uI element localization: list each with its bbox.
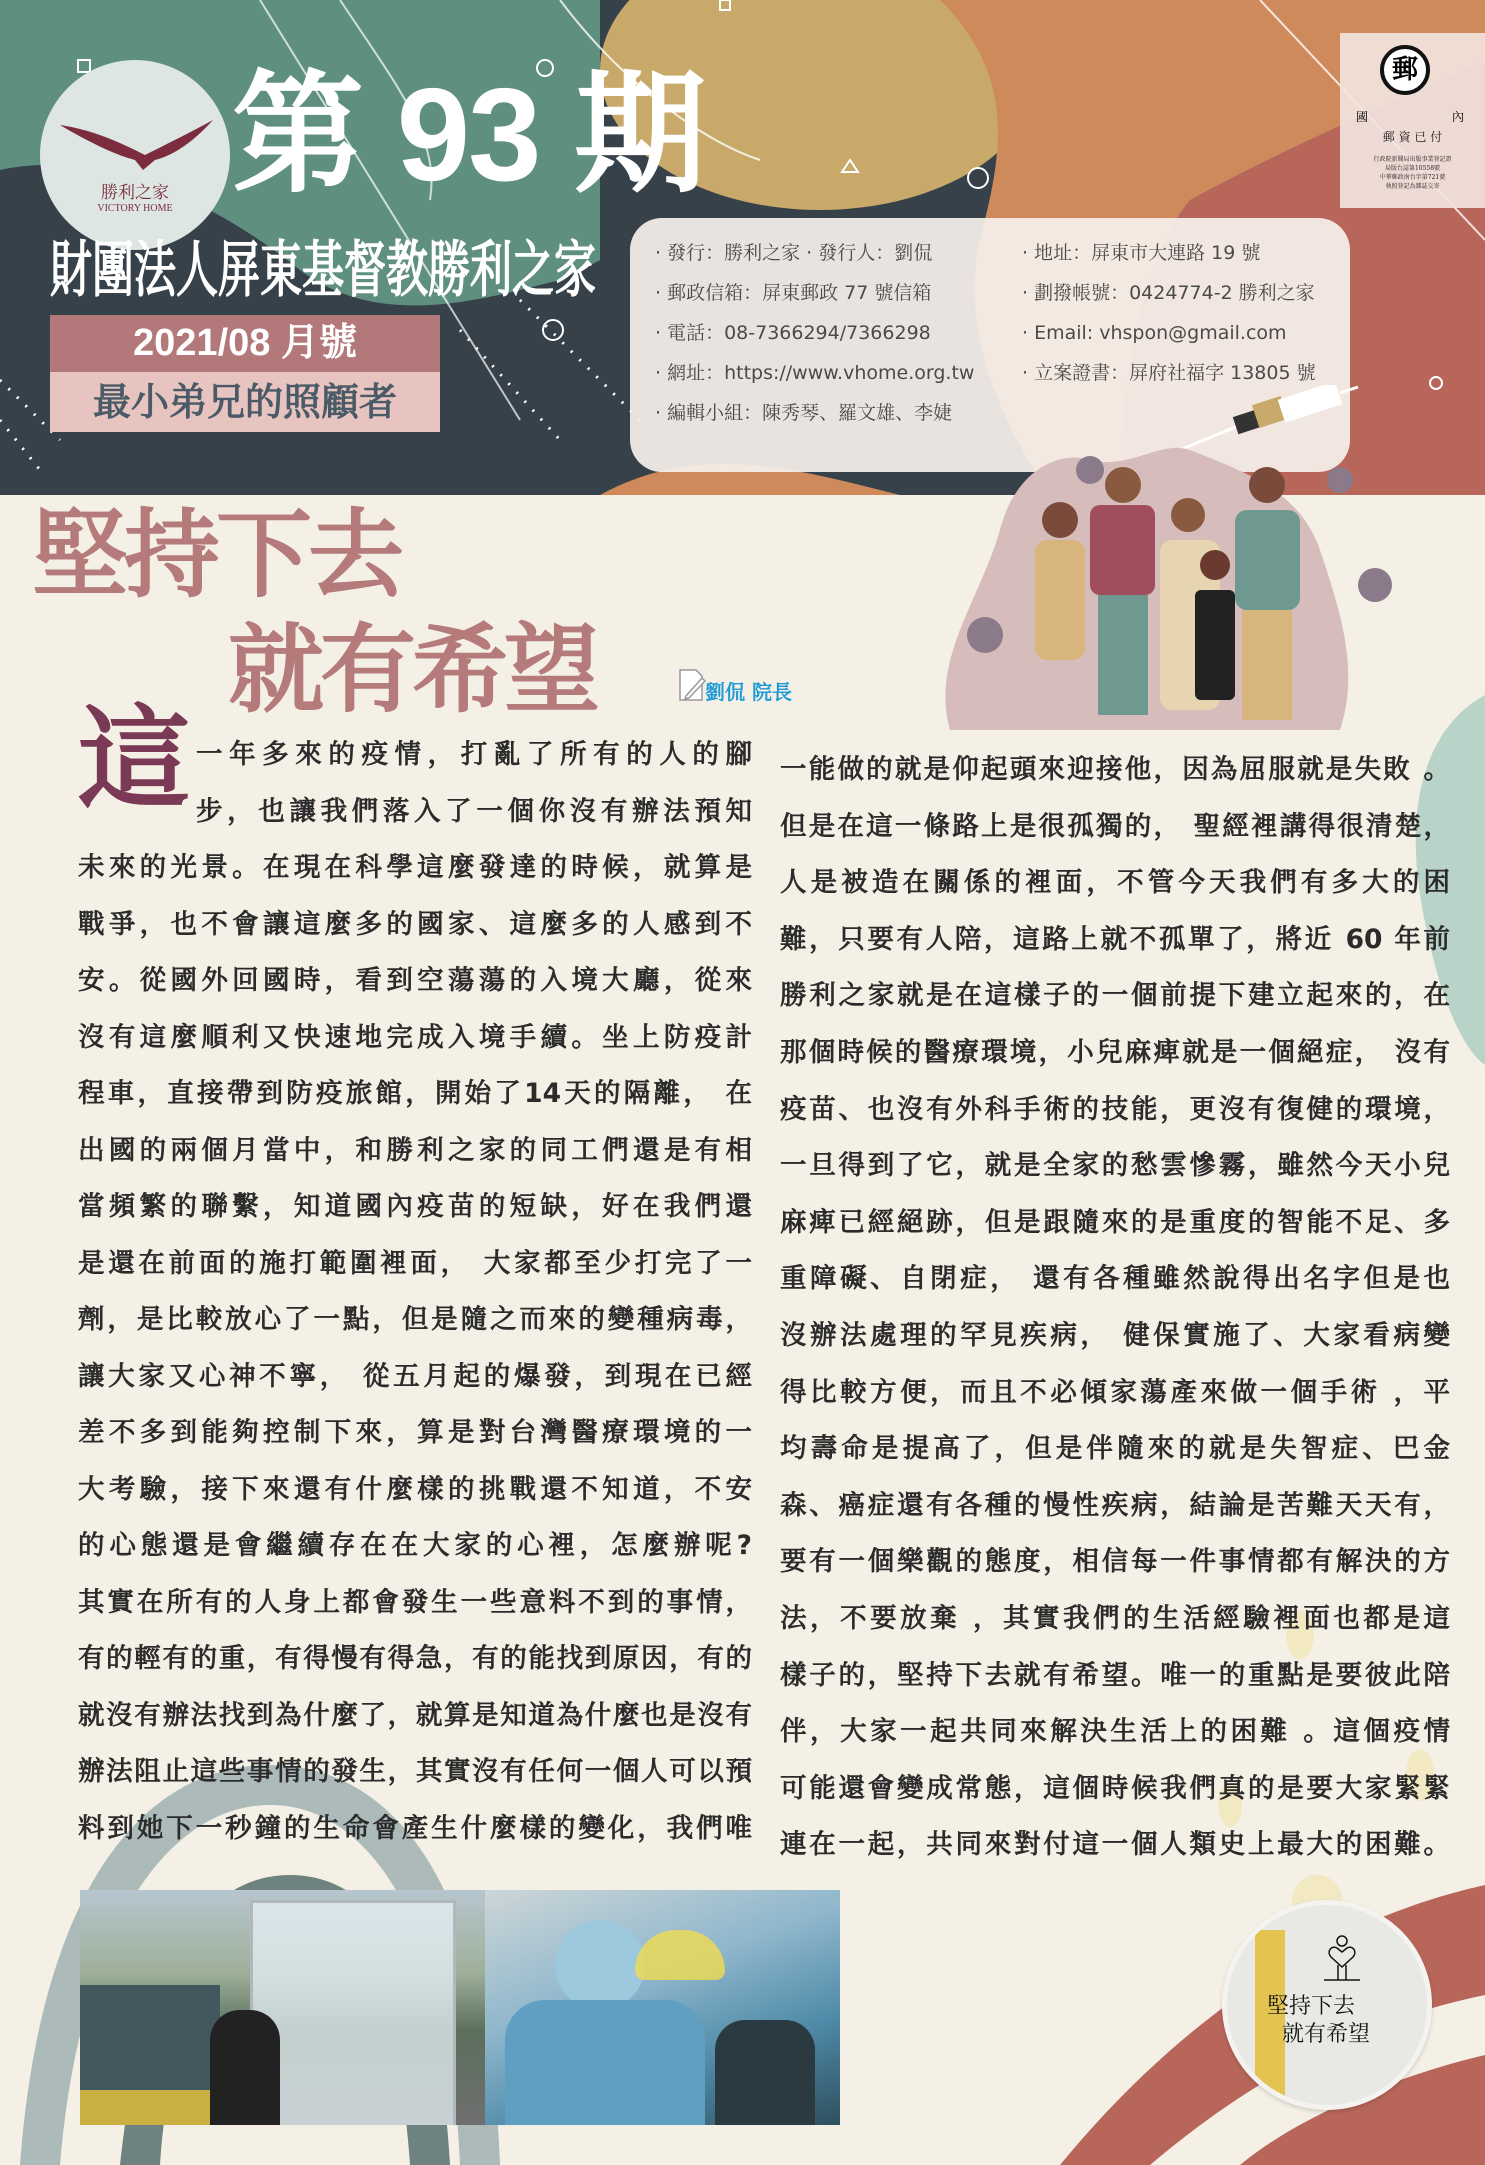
article-line: 大考驗，接下來還有什麼樣的挑戰還不知道，不安	[78, 1473, 752, 1505]
stamp-note: 局版台誌第10558號	[1384, 165, 1441, 172]
badge-line-2: 就有希望	[1282, 2022, 1371, 2047]
article-line: 難，只要有人陪，這路上就不孤單了，將近 60 年前	[780, 923, 1450, 955]
edit-document-icon	[678, 668, 706, 702]
article-line: 步，也讓我們落入了一個你沒有辦法預知	[196, 795, 752, 827]
info-left-column	[655, 233, 974, 433]
article-line: 讓大家又心神不寧， 從五月起的爆發，到現在已經	[78, 1360, 752, 1392]
article-line: 重障礙、自閉症， 還有各種雖然說得出名字但是也	[780, 1263, 1450, 1295]
info-website[interactable]: · 網址：https://www.vhome.org.tw	[655, 362, 975, 384]
article-line: 料到她下一秒鐘的生命會產生什麼樣的變化，我們唯	[78, 1812, 752, 1844]
stamp-note: 執照登記為雜誌交寄	[1385, 183, 1440, 190]
issue-number: 第 93 期	[232, 61, 705, 208]
masked-family-illustration	[920, 430, 1420, 740]
article-line: 要有一個樂觀的態度，相信每一件事情都有解決的方	[780, 1546, 1450, 1578]
article-line: 法，不要放棄 ，其實我們的生活經驗裡面也都是這	[780, 1603, 1450, 1634]
theme-badge	[1222, 1900, 1432, 2110]
article-line: 程車，直接帶到防疫旅館，開始了14天的隔離， 在	[78, 1078, 752, 1109]
article-line: 疫苗、也沒有外科手術的技能，更沒有復健的環境，	[780, 1093, 1450, 1125]
logo-chinese-name: 勝利之家	[101, 183, 169, 203]
stamp-note: 中華郵政南台字第721號	[1379, 174, 1446, 181]
person-holding-heart-icon	[1322, 1935, 1367, 1985]
article-line: 人是被造在關係的裡面，不管今天我們有多大的困	[780, 867, 1450, 899]
info-account: · 劃撥帳號：0424774-2 勝利之家	[1022, 282, 1315, 304]
article-line: 是還在前面的施打範圍裡面， 大家都至少打完了一	[78, 1247, 752, 1279]
article-line: 那個時候的醫療環境，小兒麻痺就是一個絕症， 沒有	[780, 1037, 1450, 1068]
article-line: 就沒有辦法找到為什麼了，就算是知道為什麼也是沒有	[78, 1699, 752, 1731]
article-line: 一旦得到了它，就是全家的愁雲慘霧，雖然今天小兒	[780, 1150, 1450, 1182]
article-line: 樣子的，堅持下去就有希望。唯一的重點是要彼此陪	[780, 1659, 1450, 1691]
article-line: 的心態還是會繼續存在在大家的心裡，怎麼辦呢?	[78, 1530, 752, 1561]
logo	[40, 60, 230, 250]
stamp-postage-paid: 郵 資 已 付	[1382, 130, 1443, 144]
article-line: 一能做的就是仰起頭來迎接他，因為屈服就是失敗 。	[780, 754, 1450, 785]
article-line: 得比較方便，而且不必傾家蕩產來做一個手術 ，平	[780, 1376, 1450, 1408]
stamp-notes	[1340, 155, 1485, 191]
drop-cap: 這	[78, 695, 190, 825]
info-po-box: · 郵政信箱：屏東郵政 77 號信箱	[655, 282, 932, 304]
article-line: 戰爭，也不會讓這麼多的國家、這麼多的人感到不	[78, 908, 752, 940]
article-line: 辦法阻止這些事情的發生，其實沒有任何一個人可以預	[78, 1756, 752, 1787]
article-line: 伴，大家一起共同來解決生活上的困難 。這個疫情	[780, 1716, 1450, 1748]
info-publisher: · 發行：勝利之家 · 發行人：劉侃	[655, 242, 933, 264]
info-address: · 地址：屏東市大連路 19 號	[1022, 242, 1261, 264]
article-line: 差不多到能夠控制下來，算是對台灣醫療環境的一	[78, 1417, 752, 1448]
article-line: 出國的兩個月當中，和勝利之家的同工們還是有相	[78, 1134, 752, 1166]
article-line: 其實在所有的人身上都會發生一些意料不到的事情，	[78, 1586, 752, 1618]
stamp-domestic-2: 內	[1452, 110, 1465, 124]
article-line: 當頻繁的聯繫，知道國內疫苗的短缺，好在我們還	[78, 1191, 752, 1222]
article-line: 劑，是比較放心了一點，但是隨之而來的變種病毒，	[78, 1304, 752, 1335]
info-editors: · 編輯小組：陳秀琴、羅文雄、李婕	[655, 402, 953, 424]
masthead	[0, 0, 1485, 495]
photo-medical-staff-vaccination	[485, 1890, 840, 2125]
eagle-logo-icon	[55, 115, 215, 175]
article-line: 森、癌症還有各種的慢性疾病，結論是苦難天天有，	[780, 1489, 1450, 1521]
article-line: 但是在這一條路上是很孤獨的， 聖經裡講得很清楚，	[780, 810, 1450, 842]
article-line: 沒辦法處理的罕見疾病， 健保實施了、大家看病變	[780, 1320, 1450, 1351]
article-line: 沒有這麼順利又快速地完成入境手續。坐上防疫計	[78, 1021, 752, 1053]
article-line: 麻痺已經絕跡，但是跟隨來的是重度的智能不足、多	[780, 1206, 1450, 1238]
tagline: 最小弟兄的照顧者	[50, 372, 440, 432]
postal-logo-icon: 郵	[1380, 45, 1430, 95]
article-line: 一年多來的疫情，打亂了所有的人的腳	[196, 739, 752, 770]
stamp-domestic-1: 國	[1356, 110, 1369, 124]
info-right-column	[1022, 233, 1316, 393]
article-line: 勝利之家就是在這樣子的一個前提下建立起來的，在	[780, 980, 1450, 1012]
article-line: 安。從國外回國時，看到空蕩蕩的入境大廳，從來	[78, 965, 752, 996]
stamp-note: 行政院新聞局出版事業登記證	[1373, 156, 1452, 163]
article-line: 均壽命是提高了，但是伴隨來的就是失智症、巴金	[780, 1433, 1450, 1465]
organization-name: 財團法人屏東基督教勝利之家	[50, 233, 597, 305]
badge-line-1: 堅持下去	[1267, 1994, 1356, 2019]
info-email[interactable]: · Email: vhspon@gmail.com	[1022, 322, 1287, 344]
article-title-line-2: 就有希望	[228, 614, 596, 726]
logo-english-name: VICTORY HOME	[97, 203, 173, 214]
article-line: 連在一起，共同來對付這一個人類史上最大的困難。	[780, 1829, 1450, 1861]
issue-date: 2021/08 月號	[50, 315, 440, 372]
info-phone: · 電話：08-7366294/7366298	[655, 322, 931, 344]
photo-covid-testing-booth	[80, 1890, 485, 2125]
article-line: 可能還會變成常態，這個時候我們真的是要大家緊緊	[780, 1772, 1450, 1804]
info-registration: · 立案證書：屏府社福字 13805 號	[1022, 362, 1316, 384]
article-line: 有的輕有的重，有得慢有得急，有的能找到原因，有的	[78, 1643, 752, 1674]
article-author: 劉侃 院長	[705, 680, 792, 704]
article-line: 未來的光景。在現在科學這麼發達的時候，就算是	[78, 852, 752, 883]
article-title-line-1: 堅持下去	[32, 499, 400, 611]
postage-paid-stamp	[1340, 33, 1485, 208]
